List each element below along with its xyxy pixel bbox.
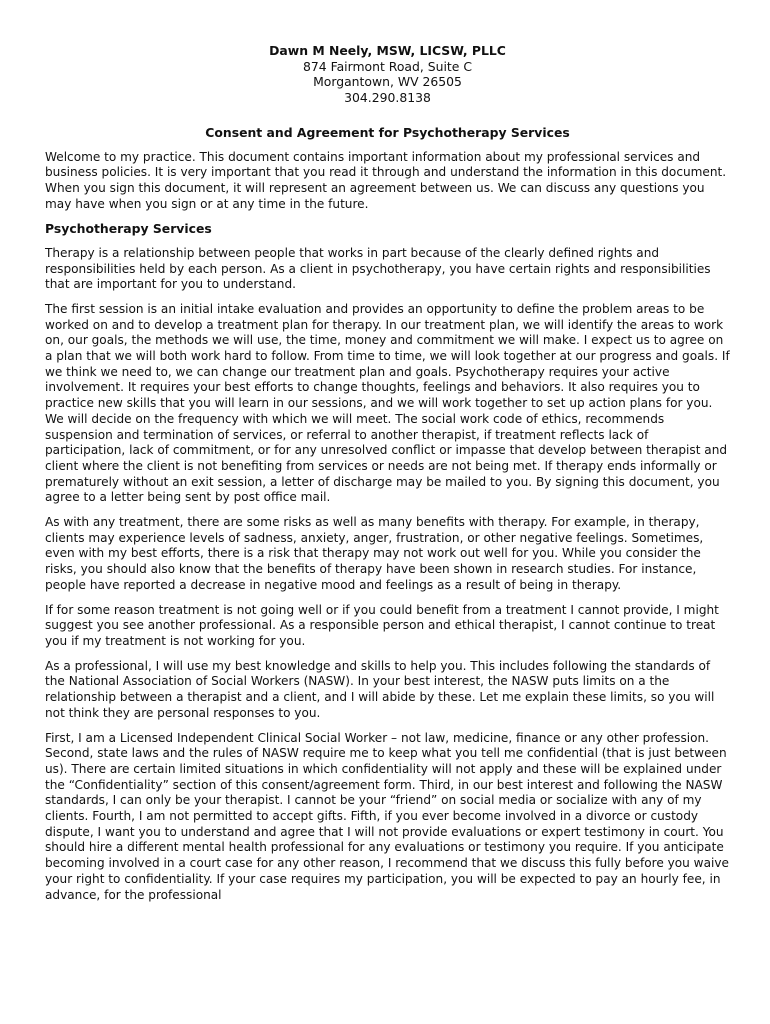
- address-line-2: Morgantown, WV 26505: [313, 74, 462, 89]
- paragraph-rights: Therapy is a relationship between people that works in part because of the clearly defined rights and responsibilities held by each person. As a client in psychotherapy, you have certain rights and responsibilities that are important for you to understand.: [45, 245, 711, 292]
- practice-name: Dawn M Neely, MSW, LICSW, PLLC: [269, 43, 506, 58]
- section-heading-psychotherapy-services: Psychotherapy Services: [45, 221, 212, 237]
- paragraph-referral: If for some reason treatment is not going well or if you could benefit from a treatment I cannot provide, I might suggest you see another professional. As a responsible person and ethical therapist, I cannot continue to treat you if my treatment is not working for you.: [45, 602, 719, 648]
- address-line-1: 874 Fairmont Road, Suite C: [303, 58, 472, 74]
- document-title: Consent and Agreement for Psychotherapy Services: [205, 125, 570, 140]
- letterhead: [45, 43, 730, 105]
- phone-number: 304.290.8138: [344, 89, 431, 105]
- intro-paragraph: Welcome to my practice. This document contains important information about my professional services and business policies. It is very important that you read it through and understand the information in this document. When you sign this document, it will represent an agreement between us. We can discuss any questions you may have when you sign or at any time in the future.: [45, 149, 727, 211]
- paragraph-risks: As with any treatment, there are some risks as well as many benefits with therapy. For example, in therapy, clients may experience levels of sadness, anxiety, anger, frustration, or other negative feelings. Sometimes, even with my best efforts, there is a risk that therapy may not work out well for you. While you consider the risks, you should also know that the benefits of therapy have been shown in research studies. For instance, people have reported a decrease in negative mood and feelings as a result of being in therapy.: [45, 515, 704, 592]
- paragraph-first-session: The first session is an initial intake evaluation and provides an opportunity to define the problem areas to be worked on and to develop a treatment plan for therapy. In our treatment plan, we will identify the areas to work on, our goals, the methods we will use, the time, money and commitment we will make. I expect us to agree on a plan that we will both work hard to follow. From time to time, we will look together at our progress and goals. If we think we need to, we can change our treatment plan and goals. Psychotherapy requires your active involvement. It requires your best efforts to change thoughts, feelings and behaviors. It also requires you to practice new skills that you will learn in our sessions, and we will work together to set up action plans for you. We will decide on the frequency with which we will meet. The social work code of ethics, recommends suspension and termination of services, or referral to another therapist, if treatment reflects lack of participation, lack of commitment, or for any unresolved conflict or impasse that develop between therapist and client where the client is not benefiting from services or needs are not being met. If therapy ends informally or prematurely without an exit session, a letter of discharge may be mailed to you. By signing this document, you agree to a letter being sent by post office mail.: [45, 301, 730, 505]
- paragraph-limits: First, I am a Licensed Independent Clinical Social Worker – not law, medicine, finance or any other profession. Second, state laws and the rules of NASW require me to keep what you tell me confidential (that is just between us). There are certain limited situations in which confidentiality will not apply and these will be explained under the “Confidentiality” section of this consent/agreement form. Third, in our best interest and following the NASW standards, I can only be your therapist. I cannot be your “friend” on social media or socialize with any of my clients. Fourth, I am not permitted to accept gifts. Fifth, if you ever become involved in a divorce or custody dispute, I want you to understand and agree that I will not provide evaluations or expert testimony in court. You should hire a different mental health professional for any evaluations or testimony you require. If you anticipate becoming involved in a court case for any other reason, I recommend that we discuss this fully before you waive your right to confidentiality. If your case requires my participation, you will be expected to pay an hourly fee, in advance, for the professional: [45, 730, 729, 902]
- paragraph-nasw-standards: As a professional, I will use my best knowledge and skills to help you. This includes following the standards of the National Association of Social Workers (NASW). In your best interest, the NASW puts limits on a the relationship between a therapist and a client, and I will abide by these. Let me explain these limits, so you will not think they are personal responses to you.: [45, 658, 715, 720]
